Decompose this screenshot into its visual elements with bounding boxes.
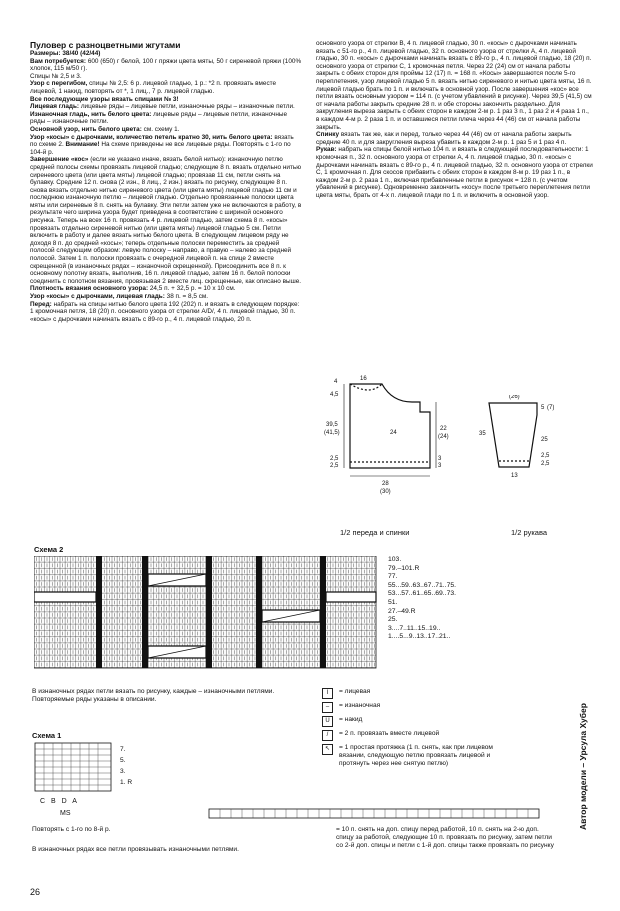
dim-label: 2,5 [541, 461, 550, 467]
row-label: 77. [388, 573, 398, 581]
all-patterns-note: Все последующие узоры вязать спицами № 3! [30, 95, 179, 103]
chart2-grid [34, 556, 384, 676]
k2tog-symbol-icon: / [322, 730, 333, 741]
back-instructions: Спинку вязать так же, как и перед, только через 44 (46) см от начала работы закрыть средние 40 п. и для закругления выреза убавить в каждом 2-м р. 1 раз 5 и 1 раз 4 п. [316, 131, 572, 146]
cable-pattern: Узор «косы» с дырочками, количество петель кратно 30, нить белого цвета: вязать по схеме 2. Внимание! На схеме приведены не все лицевые ряды. Повторять с 1-го по 104-й р. [30, 133, 294, 156]
dim-label: (41,5) [324, 430, 340, 436]
purl-symbol-icon: – [322, 702, 333, 713]
sleeve-schematic [475, 395, 585, 545]
dim-label: (7) [547, 405, 555, 411]
legend [322, 688, 572, 771]
chart1-note-2: В изнаночных рядах все петли провязывать изнаночными петлями. [32, 846, 239, 853]
knit-symbol-icon: I [322, 688, 333, 699]
chart1-arrows: C B D A [40, 798, 79, 805]
dim-label: 28 [382, 481, 389, 487]
row-label: 25. [388, 616, 398, 624]
row-label: 103. [388, 556, 402, 563]
dim-label: 4,5 [330, 392, 339, 398]
row-label: 1....5...9..13..17..21.. [388, 633, 451, 641]
front-continued: основного узора от стрелки B, 4 п. лицевой гладью, 30 п. «косы» с дырочками начинать вязать с 51-го р., 4 п. лицевой гладью, 32 п. основного узора от стрелки A, 4 п. лицевой гладью, 30 п. «косы» с дырочками начинать вязать с 89-го р., 4 п. лицевой гладью, 18 (20) п. основного узора от стрелки C, 1 кромочная петля. Через 22 (24) см от начала работы закрыть с обеих сторон для проймы 12 (17) п. = 168 п. «Косы» завершаются после 5-го переплетения, узор лицевой гладью 5 п. вязать нитью сиреневого и нитью цвета мяты, 16 п. лицевой гладью брать по 1 п. и включать в основной узор. После завершения «кос» все петли вязать основным узором = 114 п. (с учетом убавлений в рисунке). Через 39,5 (41,5) см от начала работы закрыть средние 28 п. и обе стороны закончить раздельно. Для закругления выреза закрыть с обеих сторон в каждом 2-м р. 1 раз 3 п., 1 раз 2 и 4 раза 1 п., в каждом 4-м р. 2 раза 1 п. и оставшиеся петли плеча через 44 (46) см от начала работы закрыть. [316, 40, 592, 131]
row-label: 7. [120, 746, 126, 753]
dim-label: 24 [390, 430, 397, 436]
chart2-note: В изнаночных рядах петли вязать по рисунку, каждые – изнаночными петлями. Повторяемые ряды указаны в описании. [32, 688, 275, 703]
row-label: 1. R [120, 779, 133, 786]
main-pattern: Основной узор, нить белого цвета: см. схему 1. [30, 125, 180, 133]
sizes: Размеры: 38/40 (42/44) [30, 50, 101, 57]
dim-label: 22 [440, 426, 447, 432]
dim-label: 35 [479, 431, 486, 437]
legend-item: I = лицевая [322, 688, 572, 699]
chart2-title: Схема 2 [34, 545, 64, 554]
stockinette: Лицевая гладь: лицевые ряды – лицевые петли, изнаночные ряды – изнаночные петли. [30, 103, 295, 111]
reverse-stockinette: Изнаночная гладь, нить белого цвета: лицевые ряды – лицевые петли, изнаночные ряды – изнаночные петли. [30, 110, 288, 126]
row-label: 5. [120, 757, 126, 764]
legend-item: U = накид [322, 716, 572, 727]
gauge-cable: Узор «косы» с дырочками, лицевая гладь: 38 п. = 8,5 см. [30, 293, 209, 300]
front-outline [350, 384, 430, 468]
chart2-row-numbers [388, 556, 456, 642]
article-title: Пуловер с разноцветными жгутами [30, 40, 181, 50]
chart1-repeat: MS [60, 810, 71, 817]
front-back-caption: 1/2 переда и спинки [340, 528, 410, 537]
needles: Спицы № 2,5 и 3. [30, 72, 82, 80]
gauge: Плотность вязания основного узора: 24,5 п. + 32,5 р. = 10 х 10 см. [30, 285, 236, 293]
dim-label: (26) [509, 395, 520, 400]
row-label: 3. [120, 768, 126, 775]
page-number: 26 [30, 887, 41, 897]
chart1-note-1: Повторять с 1-го по 8-й р. [32, 826, 111, 833]
dim-label: 4 [334, 379, 338, 385]
left-column [30, 40, 302, 323]
row-label: 79.–101.R [388, 564, 420, 572]
dim-label: 16 [360, 376, 367, 382]
row-label: 51. [388, 598, 398, 606]
cable-finish: Завершение «кос» (если не указано иначе, вязать белой нитью): изнаночную петлю средней полосы схемы провязать лицевой гладью; следующие 8 п. вязать отдельно нитью сиреневого цвета (или цвета мяты) лицевой гладью; провязав 11 см, петли снять на булавку. Средние 12 п. снова (2 изн., 8 лиц., 2 изн.) вязать по рисунку, следующие 8 п. снова вязать отдельно нитью сиреневого цвета (или цвета мяты) лицевой гладью 11 см и последнюю изнаночную петлю – лицевой гладью. Отдельно провязанные полоски цвета мяты или сиреневые 8 п. снять на булавку. Эти петли затем уже не включаются в работу, в результате чего ширина узора будет приведена в соответствие с шириной основного рисунка. Теперь на всех 16 п. провязать 4 р. лицевой гладью, затем схема 8 п. «косы» провязать отдельно сиреневой нитью (или цвета мяты) лицевой гладью 5 см. Петли включить в работу и далее вязать нитью белого цвета. В следующем лицевом ряду не доходя 8 п. до средней «косы»; теперь отдельные полоски переместить за средней полосой следующим образом: левую полоску – направо, а правую – налево за средней полосой. Затем 1 п. полоски провязать с очередной лицевой п. на спице 2 вместе скрещенной (в изнаночных рядах – изнаночной скрещенной). Присоединить все 8 п. к основному полотну вязать, выполнив, 16 п. лицевой гладью, затем 16 п. белой полоски соединить с полотном вязания, провязывая 2 вместе лиц. скрещенные, как описано выше. [30, 156, 302, 285]
legend-item: ↖ = 1 простая протяжка (1 п. снять, как при лицевом вязании, следующую петлю провязать лицевой и протянуть через нее снятую петлю) [322, 744, 572, 768]
materials: Вам потребуется: 600 (650) г белой, 100 г пряжи цвета мяты, 50 г сиреневой пряжи (100% хлопок, 115 м/50 г). [30, 57, 302, 73]
legend-item: – = изнаночная [322, 702, 572, 713]
sleeve-instructions: Рукав: набрать на спицы белой нитью 104 п. и вязать в следующей последовательности: 1 кромочная п., 32 п. основного узора от стрелки A, 4 п. лицевой гладью, 30 п. «косы» с дырочками начинать вязать с 89-го р., 4 п. лицевой гладью, 32 п. основного узора от стрелки C, 1 кромочная п. Для скосов прибавить с обеих сторон в каждом 8-м р. 19 раз 1 п., в каждом 2-м р. 2 раза 1 п., включая прибавленные петли в рисунок = 128 п. (с учетом убавлений в рисунке). Одновременно закончить «косу» после третьего переплетения петли цвета мяты, брать от 4-х п. лицевой глади по 1 п. и включить в основной узор. [316, 146, 593, 199]
chart1-grid [34, 742, 116, 794]
row-label: 27.–49.R [388, 607, 416, 615]
dim-label: 3 [438, 463, 442, 469]
pattern-hem: Узор с перегибом, спицы № 2,5: 6 р. лицевой гладью, 1 р.: *2 п. провязать вместе лицевой, 1 накид, повторять от *, 1 лиц., 7 р. лицевой гладью. [30, 80, 277, 95]
cable-legend-text: = 10 п. снять на доп. спицу перед работой, 10 п. снять на 2-ю доп. спицу за работой, следующие 10 п. провязать по рисунку, затем петли со 2-й доп. спицы и петли с 1-й доп. спицы также провязать по рисунку [336, 826, 554, 849]
dim-label: 25 [541, 437, 548, 443]
chart1-title: Схема 1 [32, 731, 62, 740]
legend-item: / = 2 п. провязать вместе лицевой [322, 730, 572, 741]
dim-label: 2,5 [330, 463, 339, 469]
row-label: 55...59..63..67..71..75. [388, 581, 457, 589]
row-label: 53...57..61..65..69..73. [388, 590, 457, 598]
ssk-symbol-icon: ↖ [322, 744, 333, 755]
chart1-row-numbers [120, 744, 132, 788]
author-credit: Автор модели – Урсула Хубер [578, 703, 588, 830]
sleeve-caption: 1/2 рукава [511, 528, 548, 537]
sleeve-outline [489, 403, 537, 467]
front-instructions: Перед: набрать на спицы нитью белого цвета 192 (202) п. и вязать в следующем порядке: 1 кромочная петля, 18 (20) п. основного узора от стрелки A/D/, 4 п. лицевой гладью, 30 п. «косы» с дырочками начинать вязать с 89-го р., 4 п. лицевой гладью, 20 п. [30, 300, 300, 323]
cable-legend-grid [208, 803, 548, 823]
dim-label: (24) [438, 434, 449, 440]
front-back-schematic [320, 372, 470, 542]
dim-label: 13 [511, 473, 518, 479]
dim-label: 3 [438, 456, 442, 462]
right-column [316, 40, 594, 199]
row-label: 3....7..11..15..19.. [388, 624, 441, 632]
dim-label: 2,5 [330, 456, 339, 462]
dim-label: 39,5 [326, 422, 338, 428]
dim-label: 5 [541, 405, 545, 411]
dim-label: (30) [380, 489, 391, 495]
dim-label: 2,5 [541, 453, 550, 459]
yarn-over-symbol-icon: U [322, 716, 333, 727]
